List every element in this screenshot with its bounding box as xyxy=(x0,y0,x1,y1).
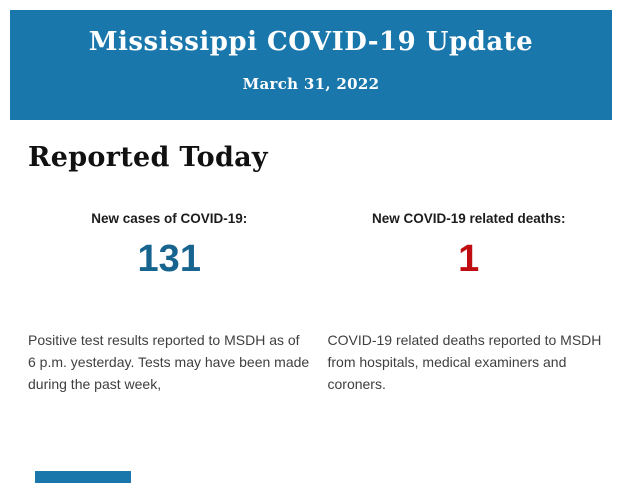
page-title: Mississippi COVID-19 Update xyxy=(88,27,534,57)
new-cases-column xyxy=(28,211,311,395)
new-deaths-label: New COVID-19 related deaths: xyxy=(371,211,566,226)
section-title: Reported Today xyxy=(28,142,268,173)
stats-row xyxy=(28,211,610,395)
new-deaths-description: COVID-19 related deaths reported to MSDH from hospitals, medical examiners and coroners. xyxy=(327,332,602,392)
new-deaths-column xyxy=(328,211,611,395)
new-cases-value: 131 xyxy=(137,238,201,280)
next-section-banner-partial xyxy=(35,471,131,483)
report-date: March 31, 2022 xyxy=(242,75,380,93)
report-body xyxy=(28,120,610,395)
new-cases-label: New cases of COVID-19: xyxy=(91,211,248,226)
header-banner xyxy=(10,10,612,120)
new-cases-description: Positive test results reported to MSDH as of 6 p.m. yesterday. Tests may have been made during the past week, xyxy=(28,332,310,392)
new-deaths-value: 1 xyxy=(458,238,480,280)
